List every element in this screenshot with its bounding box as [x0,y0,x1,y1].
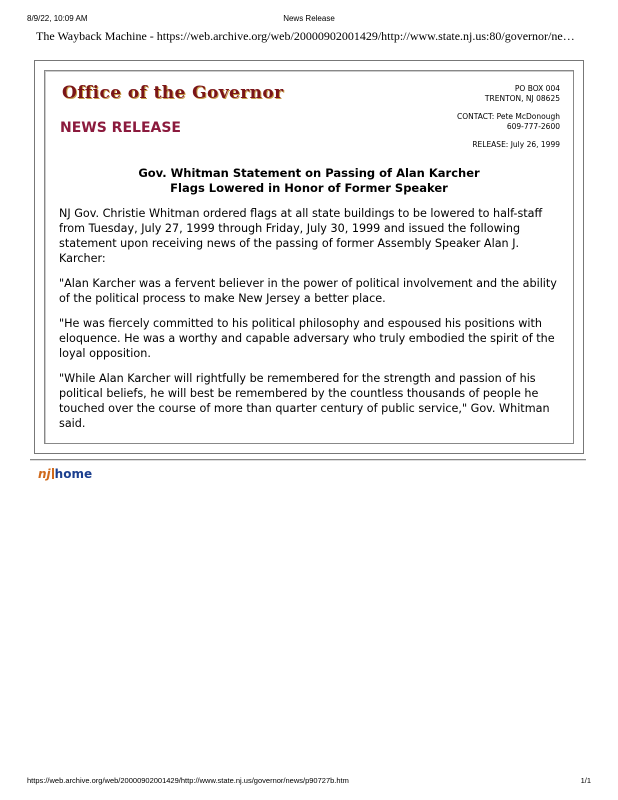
home-logo-text: home [54,467,93,481]
print-datetime: 8/9/22, 10:09 AM [27,14,88,23]
print-url: https://web.archive.org/web/20000902001429/http://www.state.nj.us/governor/news/p90727b.htm [27,776,349,785]
news-release-heading: NEWS RELEASE [60,120,181,136]
print-title: News Release [283,14,335,23]
wayback-banner: The Wayback Machine - https://web.archive.org/web/20000902001429/http://www.state.nj.us:80/governor/ne… [36,29,575,43]
release-date: RELEASE: July 26, 1999 [472,140,560,149]
paragraph: NJ Gov. Christie Whitman ordered flags at all state buildings to be lowered to half-staff from Tuesday, July 27, 1999 through Friday, July 30, 1999 and issued the following statement upon receiving news of the passing of former Assembly Speaker Alan J. Karcher: [59,207,543,265]
paragraph: "While Alan Karcher will rightfully be remembered for the strength and passion of his political beliefs, he will best be remembered by the countless thousands of people he touched over the course of more than quarter century of public service," Gov. Whitman said. [59,372,550,430]
nj-home-link[interactable] [38,467,92,485]
city-address: TRENTON, NJ 08625 [484,94,560,103]
nj-logo-bar-icon [52,468,54,479]
contact-block [457,84,560,150]
po-box: PO BOX 004 [514,84,560,93]
release-body [59,206,563,441]
contact-phone: 609-777-2600 [506,122,560,131]
headline-line-1: Gov. Whitman Statement on Passing of Alan Karcher [138,166,480,180]
paragraph: "He was fiercely committed to his political philosophy and espoused his positions with eloquence. He was a worthy and capable adversary who truly embodied the spirit of the loyal opposition. [59,317,555,360]
contact-name: CONTACT: Pete McDonough [456,112,560,121]
paragraph: "Alan Karcher was a fervent believer in the power of political involvement and the ability of the political process to make New Jersey a better place. [59,277,557,305]
headline-line-2: Flags Lowered in Honor of Former Speaker [170,181,448,195]
office-of-the-governor-logo: Office of the Governor [62,83,284,103]
footer-divider [30,459,586,461]
headline [50,166,568,196]
nj-logo-text: nj [38,467,51,481]
page-number: 1/1 [580,776,591,785]
